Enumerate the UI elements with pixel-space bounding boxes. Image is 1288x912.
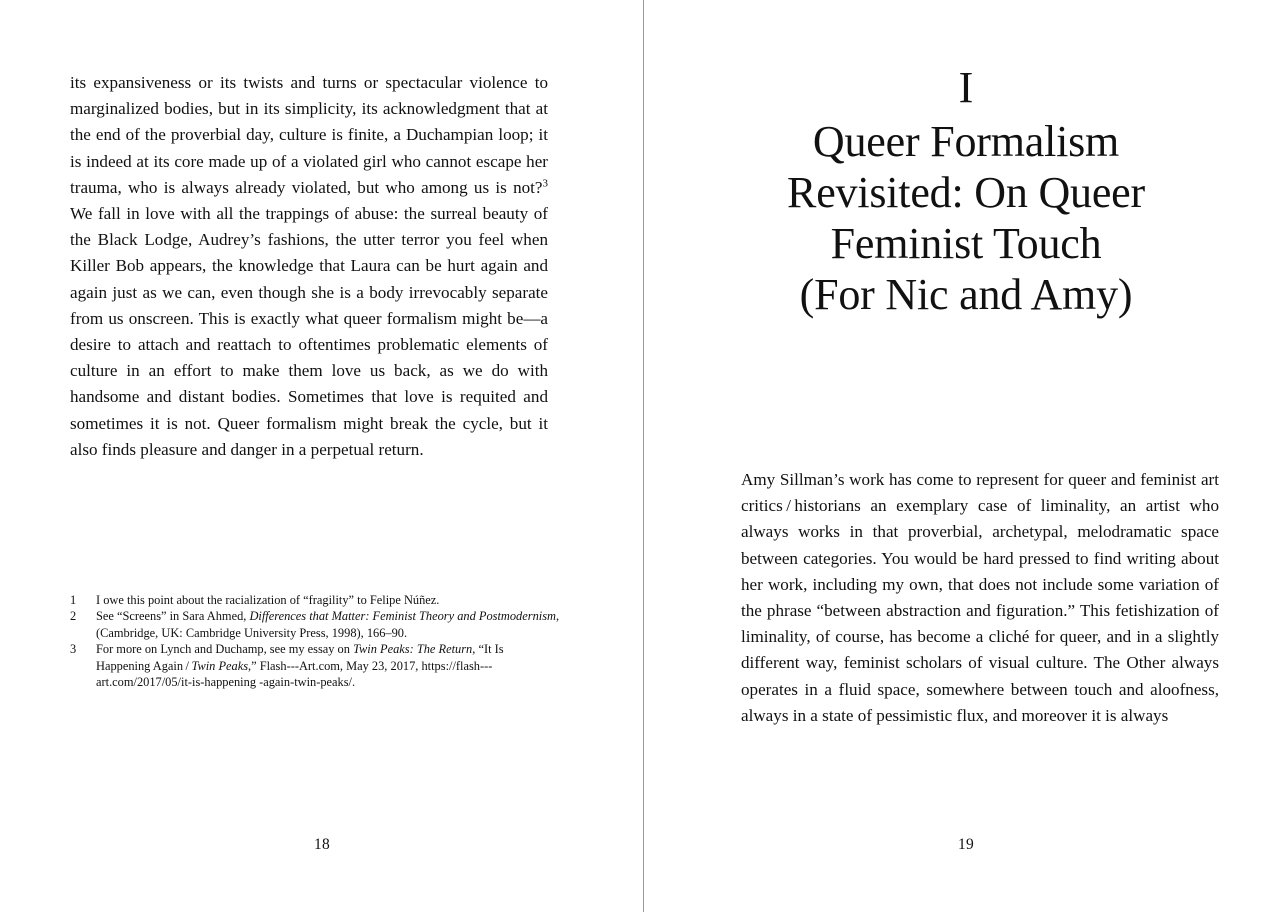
footnote-text: For more on Lynch and Duchamp, see my essay on Twin Peaks: The Return, “It Is Happening Again / Twin Peaks,” Flash---Art.com, May 23, 2017, https://flash---art.com/2017/05/it-is-happening -again-twin-peaks/. bbox=[96, 642, 504, 690]
page-number-recto: 19 bbox=[958, 836, 974, 853]
footnote-text: See “Screens” in Sara Ahmed, Differences that Matter: Feminist Theory and Postmodernism, (Cambridge, UK: Cambridge University Press, 1998), 166–90. bbox=[96, 609, 560, 640]
footnote-item bbox=[70, 592, 560, 608]
footnote-list bbox=[70, 592, 560, 690]
footnote-text: I owe this point about the racialization of “fragility” to Felipe Núñez. bbox=[96, 593, 440, 607]
recto-body-text bbox=[741, 467, 1219, 729]
body-paragraph: Amy Sillman’s work has come to represent for queer and feminist art critics / historians an exemplary case of liminality, an artist who always works in that proverbial, archetypal, melodramatic space between categories. You would be hard pressed to find writing about her work, including my own, that does not include some variation of the phrase “between abstraction and figuration.” This fetishization of liminality, of course, has become a cliché for queer, and in a slightly different way, feminist scholars of visual culture. The Other always operates in a fluid space, somewhere between touch and aloofness, always in a state of pessimistic flux, and moreover it is always bbox=[741, 470, 1219, 725]
chapter-heading bbox=[700, 62, 1232, 320]
chapter-number: I bbox=[958, 63, 974, 112]
page-recto bbox=[644, 0, 1288, 912]
body-paragraph: its expansiveness or its twists and turns or spectacular violence to marginalized bodies, but in its simplicity, its acknowledgment that at the end of the proverbial day, culture is finite, a Duchampian loop; it is indeed at its core made up of a violated girl who cannot escape her trauma, who is always already violated, but who among us is not?$^3$ We fall in love with all the trappings of abuse: the surreal beauty of the Black Lodge, Audrey’s fashions, the utter terror you feel when Killer Bob appears, the knowledge that Laura can be hurt again and again just as we can, even though she is a body irrevocably separate from us onscreen. This is exactly what queer formalism might be—a desire to attach and reattach to oftentimes problematic elements of culture in an effort to make them love us back, as we do with handsome and distant bodies. Sometimes that love is requited and sometimes it is not. Queer formalism might break the cycle, but it also finds pleasure and danger in a perpetual return. bbox=[70, 73, 548, 459]
chapter-title bbox=[700, 116, 1232, 320]
chapter-title-line: Feminist Touch bbox=[830, 219, 1102, 268]
chapter-title-line: Queer Formalism bbox=[812, 117, 1120, 166]
chapter-title-line: (For Nic and Amy) bbox=[799, 270, 1133, 319]
chapter-title-line: Revisited: On Queer bbox=[787, 168, 1145, 217]
footnote-number: 1 bbox=[70, 593, 77, 607]
verso-body-text bbox=[70, 70, 548, 463]
footnote-number: 2 bbox=[70, 609, 77, 624]
footnote-item bbox=[70, 641, 560, 690]
footnote-item bbox=[70, 608, 560, 641]
footnote-number: 3 bbox=[70, 642, 77, 657]
page-number-verso: 18 bbox=[314, 836, 330, 853]
